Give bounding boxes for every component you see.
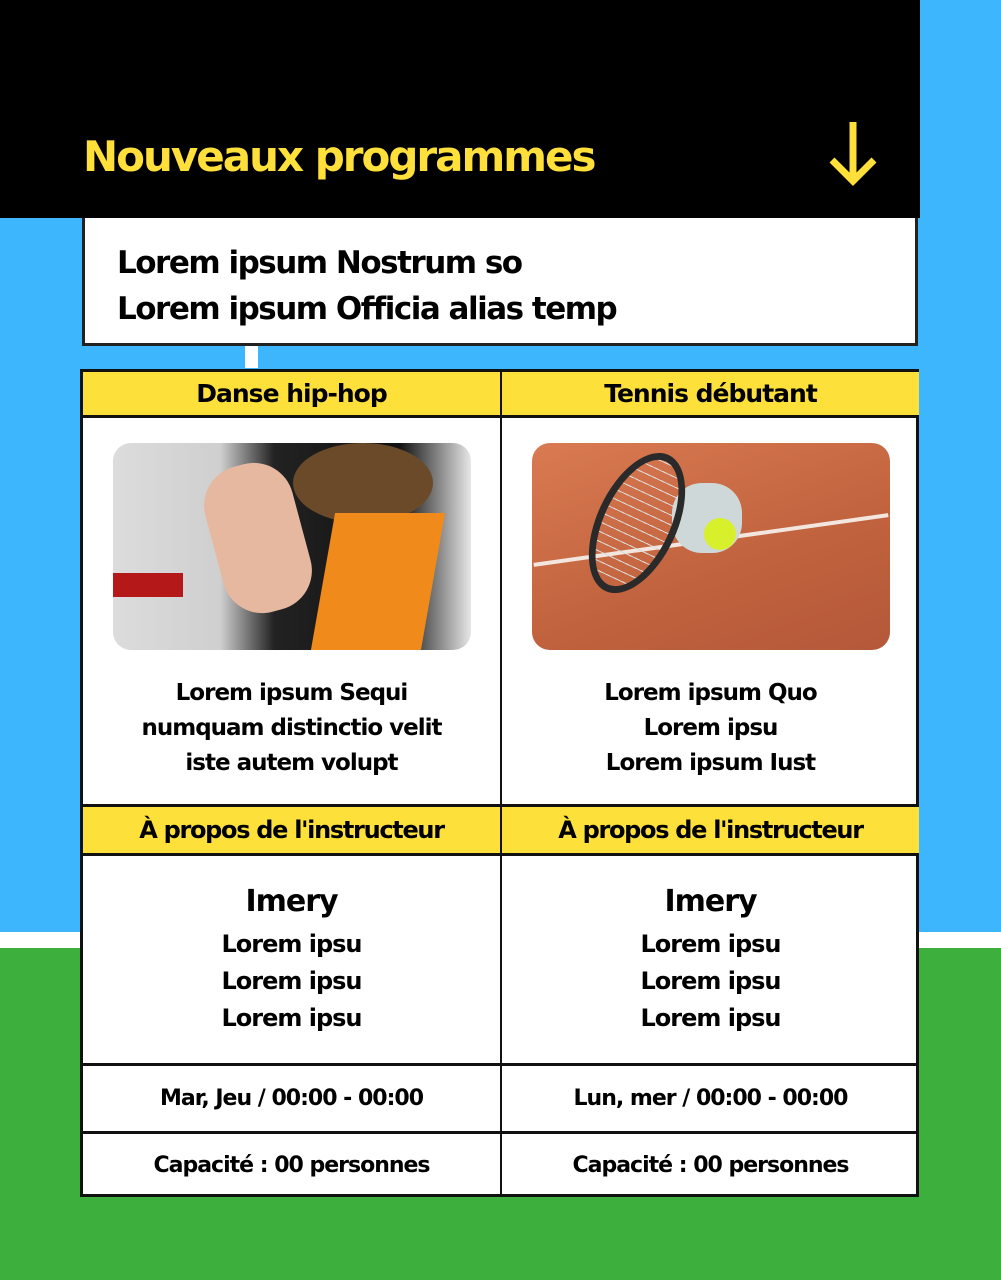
desc-line: Lorem ipsum Iust: [605, 750, 816, 776]
bio-line: Lorem ipsu: [221, 966, 362, 995]
program-card: [83, 418, 502, 807]
bio-line: Lorem ipsu: [640, 1003, 781, 1032]
tennis-photo: [532, 443, 890, 650]
instructor-bio: [502, 856, 919, 1066]
bio-line: Lorem ipsu: [221, 929, 362, 958]
program-description: [141, 676, 441, 781]
page-title: Nouveaux programmes: [83, 132, 595, 181]
program-description: [604, 676, 816, 781]
about-instructor-heading: À propos de l'instructeur: [83, 807, 502, 856]
desc-line: Lorem ipsu: [643, 715, 778, 741]
connector-bar: [245, 346, 258, 368]
program-title: Tennis débutant: [502, 372, 919, 418]
program-title: Danse hip-hop: [83, 372, 502, 418]
arrow-down-icon: [826, 118, 880, 188]
schedule: Mar, Jeu / 00:00 - 00:00: [83, 1066, 502, 1134]
instructor-name: Imery: [245, 883, 338, 919]
about-instructor-heading: À propos de l'instructeur: [502, 807, 919, 856]
schedule: Lun, mer / 00:00 - 00:00: [502, 1066, 919, 1134]
intro-line: Lorem ipsum Nostrum so: [117, 245, 522, 281]
intro-box: [82, 218, 918, 346]
bio-line: Lorem ipsu: [640, 966, 781, 995]
bio-line: Lorem ipsu: [640, 929, 781, 958]
header-bar: [0, 0, 920, 218]
capacity: Capacité : 00 personnes: [572, 1153, 849, 1178]
hip-hop-photo: [113, 443, 471, 650]
desc-line: Lorem ipsum Quo: [604, 680, 817, 706]
programs-table: [80, 369, 919, 1197]
instructor-bio: [83, 856, 502, 1066]
capacity: Capacité : 00 personnes: [83, 1134, 502, 1197]
desc-line: Lorem ipsum Sequi: [175, 680, 408, 706]
desc-line: iste autem volupt: [185, 750, 398, 776]
intro-line: Lorem ipsum Officia alias temp: [117, 291, 617, 327]
desc-line: numquam distinctio velit: [141, 715, 442, 741]
program-card: [502, 418, 919, 807]
bio-line: Lorem ipsu: [221, 1003, 362, 1032]
instructor-name: Imery: [664, 883, 757, 919]
